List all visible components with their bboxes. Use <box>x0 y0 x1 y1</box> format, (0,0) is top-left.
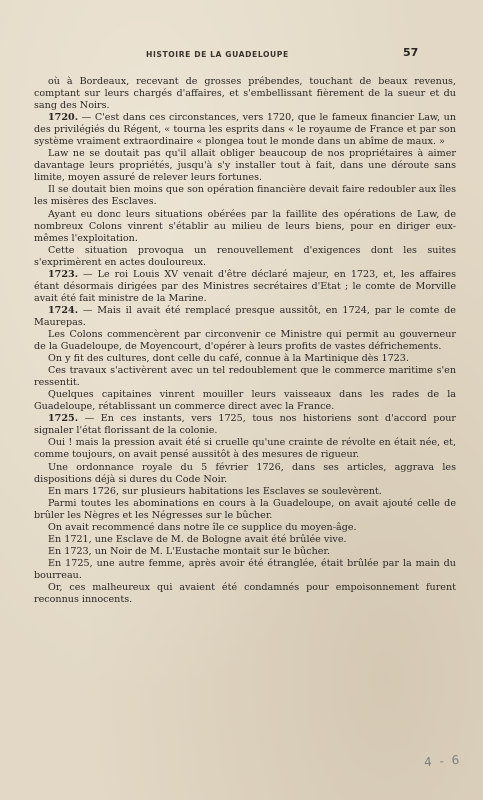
paragraph-text: — En ces instants, vers 1725, tous nos historiens sont d'accord pour signaler l'état florissant de la colonie. <box>34 413 456 437</box>
paragraph <box>34 209 456 245</box>
paragraph <box>34 305 456 329</box>
paragraph <box>34 389 456 413</box>
paragraph-text: Les Colons commencèrent par circonvenir ce Ministre qui permit au gouverneur de la Guadeloupe, de Moyencourt, d'opérer à leurs profits de vastes défrichements. <box>34 328 456 353</box>
paragraph-text: Cette situation provoqua un renouvellement d'exigences dont les suites s'exprimèrent en actes douloureux. <box>34 244 456 268</box>
paragraph-text: Il se doutait bien moins que son opération financière devait faire redoubler aux îles les misères des Esclaves. <box>34 184 456 208</box>
paragraph <box>34 112 456 148</box>
paragraph-text: Law ne se doutait pas qu'il allait obliger beaucoup de nos propriétaires à aimer davantage leurs propriétés, jusqu'à s'y installer tout à fait, dans une déroute sans limite, moyen assuré de relever leurs fortunes. <box>34 148 456 184</box>
paragraph-text: En 1721, une Esclave de M. de Bologne avait été brûlée vive. <box>48 533 347 545</box>
paragraph <box>34 76 456 112</box>
paragraph-text: Ces travaux s'activèrent avec un tel redoublement que le commerce maritime s'en ressentit. <box>34 365 456 389</box>
paragraph-text: — Le roi Louis XV venait d'être déclaré majeur, en 1723, et, les affaires étant désormais dirigées par des Ministres secrétaires d'Etat ; le comte de Morville avait été fait ministre de la Marine. <box>34 268 456 304</box>
paragraph-text: Or, ces malheureux qui avaient été condamnés pour empoisonnement furent reconnus innocents. <box>34 581 456 606</box>
running-title: HISTOIRE DE LA GUADELOUPE <box>146 50 289 59</box>
paragraph <box>34 522 456 534</box>
paragraph <box>34 245 456 269</box>
paragraph <box>34 184 456 208</box>
paragraph <box>34 486 456 498</box>
page-header <box>0 46 483 62</box>
paragraph <box>34 498 456 522</box>
paragraph-text: En mars 1726, sur plusieurs habitations les Esclaves se soulevèrent. <box>48 485 382 497</box>
paragraph-text: En 1723, un Noir de M. L'Eustache montait sur le bûcher. <box>48 545 331 557</box>
year-marker: 1725. <box>48 413 79 425</box>
paragraph-text: — Mais il avait été remplacé presque aussitôt, en 1724, par le comte de Maurepas. <box>34 304 456 328</box>
paragraph <box>34 148 456 184</box>
paragraph-text: En 1725, une autre femme, après avoir été étranglée, était brûlée par la main du bourreau. <box>34 557 456 581</box>
year-marker: 1723. <box>48 268 79 280</box>
paragraph-text: Parmi toutes les abominations en cours à la Guadeloupe, on avait ajouté celle de brûler les Nègres et les Négresses sur le bûcher. <box>34 497 456 521</box>
paragraph-text: Ayant eu donc leurs situations obérées par la faillite des opérations de Law, de nombreux Colons vinrent s'établir au milieu de leurs biens, pour en diriger eux-mêmes l'exploitation. <box>34 208 456 244</box>
paragraph-text: Oui ! mais la pression avait été si cruelle qu'une crainte de révolte en était née, et, comme toujours, on avait pensé aussitôt à des mesures de rigueur. <box>34 437 456 461</box>
paragraph <box>34 462 456 486</box>
paragraph <box>34 413 456 437</box>
paragraph <box>34 582 456 606</box>
paragraph-text: — C'est dans ces circonstances, vers 1720, que le fameux financier Law, un des privilégiés du Régent, « tourna les esprits dans « le royaume de France et par son système vraiment extraordinaire « plongea tout le monde dans un abîme de maux. » <box>34 112 456 148</box>
paragraph <box>34 534 456 546</box>
paragraph <box>34 365 456 389</box>
paragraph-text: Quelques capitaines vinrent mouiller leurs vaisseaux dans les rades de la Guadeloupe, rétablissant un commerce direct avec la France. <box>34 389 456 413</box>
paragraph <box>34 329 456 353</box>
paragraph-text: Une ordonnance royale du 5 février 1726, dans ses articles, aggrava les dispositions déjà si dures du Code Noir. <box>34 461 456 485</box>
year-marker: 1724. <box>48 304 79 316</box>
paragraph-text: On y fit des cultures, dont celle du café, connue à la Martinique dès 1723. <box>48 353 409 365</box>
paragraph <box>34 558 456 582</box>
paragraph-text: où à Bordeaux, recevant de grosses prébendes, touchant de beaux revenus, comptant sur leurs chargés d'affaires, et s'embellissant fièrement de la sueur et du sang des Noirs. <box>34 76 456 112</box>
year-marker: 1720. <box>48 112 79 124</box>
paragraph-text: On avait recommencé dans notre île ce supplice du moyen-âge. <box>48 521 357 533</box>
body-text <box>34 76 456 606</box>
paragraph <box>34 269 456 305</box>
pencil-annotation: 4 - 6 <box>423 752 462 770</box>
paragraph <box>34 437 456 461</box>
paragraph <box>34 353 456 365</box>
paragraph <box>34 546 456 558</box>
page-number: 57 <box>403 46 419 59</box>
